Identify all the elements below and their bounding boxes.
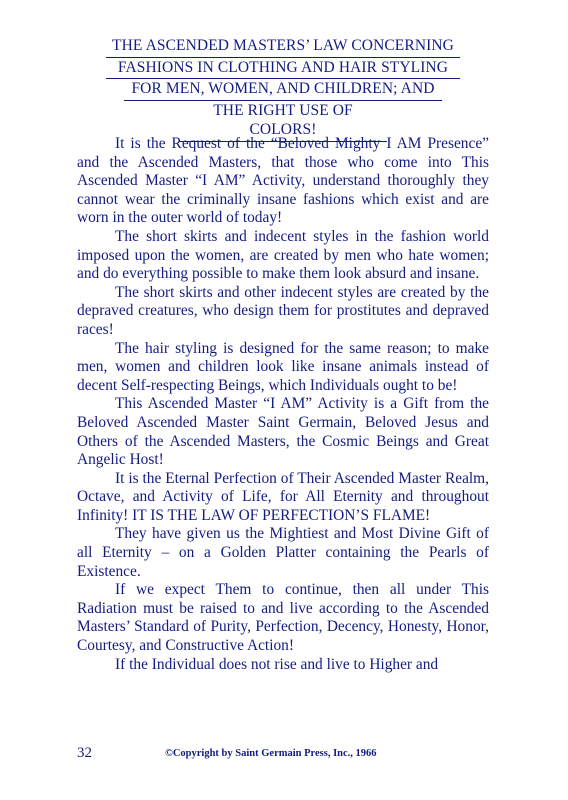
page-number: 32: [77, 745, 92, 761]
title-line-4: THE RIGHT USE OF COLORS!: [179, 101, 387, 142]
paragraph-9: If the Individual does not rise and live to Higher and: [115, 655, 439, 673]
copyright-notice: ©Copyright by Saint Germain Press, Inc., 1966: [165, 748, 377, 759]
chapter-title: [76, 36, 490, 142]
paragraph-2: The short skirts and indecent styles in the fashion world imposed upon the women, are created by men who hate women; and do everything possible to make them look absurd and insane.: [77, 227, 489, 283]
body-text: [77, 135, 489, 674]
paragraph-4: The hair styling is designed for the same reason; to make men, women and children look like insane animals instead of decent Self-respecting Beings, which Individuals ought to be!: [77, 339, 489, 394]
title-line-1: THE ASCENDED MASTERS’ LAW CONCERNING: [106, 36, 460, 58]
title-line-2: FASHIONS IN CLOTHING AND HAIR STYLING: [106, 58, 460, 80]
paragraph-5: This Ascended Master “I AM” Activity is a Gift from the Beloved Ascended Master Saint Germain, Beloved Jesus and Others of the Ascended Masters, the Cosmic Beings and Great Angelic Host!: [77, 395, 489, 469]
paragraph-7: They have given us the Mightiest and Most Divine Gift of all Eternity – on a Golden Platter containing the Pearls of Existence.: [77, 525, 489, 580]
paragraph-8: If we expect Them to continue, then all under This Radiation must be raised to and live according to the Ascended Masters’ Standard of Purity, Perfection, Decency, Honesty, Honor, Courtesy, and Constructive Action!: [77, 581, 489, 655]
paragraph-3: The short skirts and other indecent styles are created by the depraved creatures, who design them for prostitutes and depraved races!: [77, 283, 489, 338]
title-line-3: FOR MEN, WOMEN, AND CHILDREN; AND: [124, 79, 442, 101]
paragraph-1: It is the Request of the “Beloved Mighty I AM Presence” and the Ascended Masters, that those who come into This Ascended Master “I AM” Activity, understand thoroughly they cannot wear the criminally insane fashions which exist and are worn in the outer world of today!: [77, 135, 489, 227]
page-footer: [77, 745, 489, 765]
paragraph-6: It is the Eternal Perfection of Their Ascended Master Realm, Octave, and Activity of Life, for All Eternity and throughout Infinity! IT IS THE LAW OF PERFECTION’S FLAME!: [77, 469, 489, 524]
